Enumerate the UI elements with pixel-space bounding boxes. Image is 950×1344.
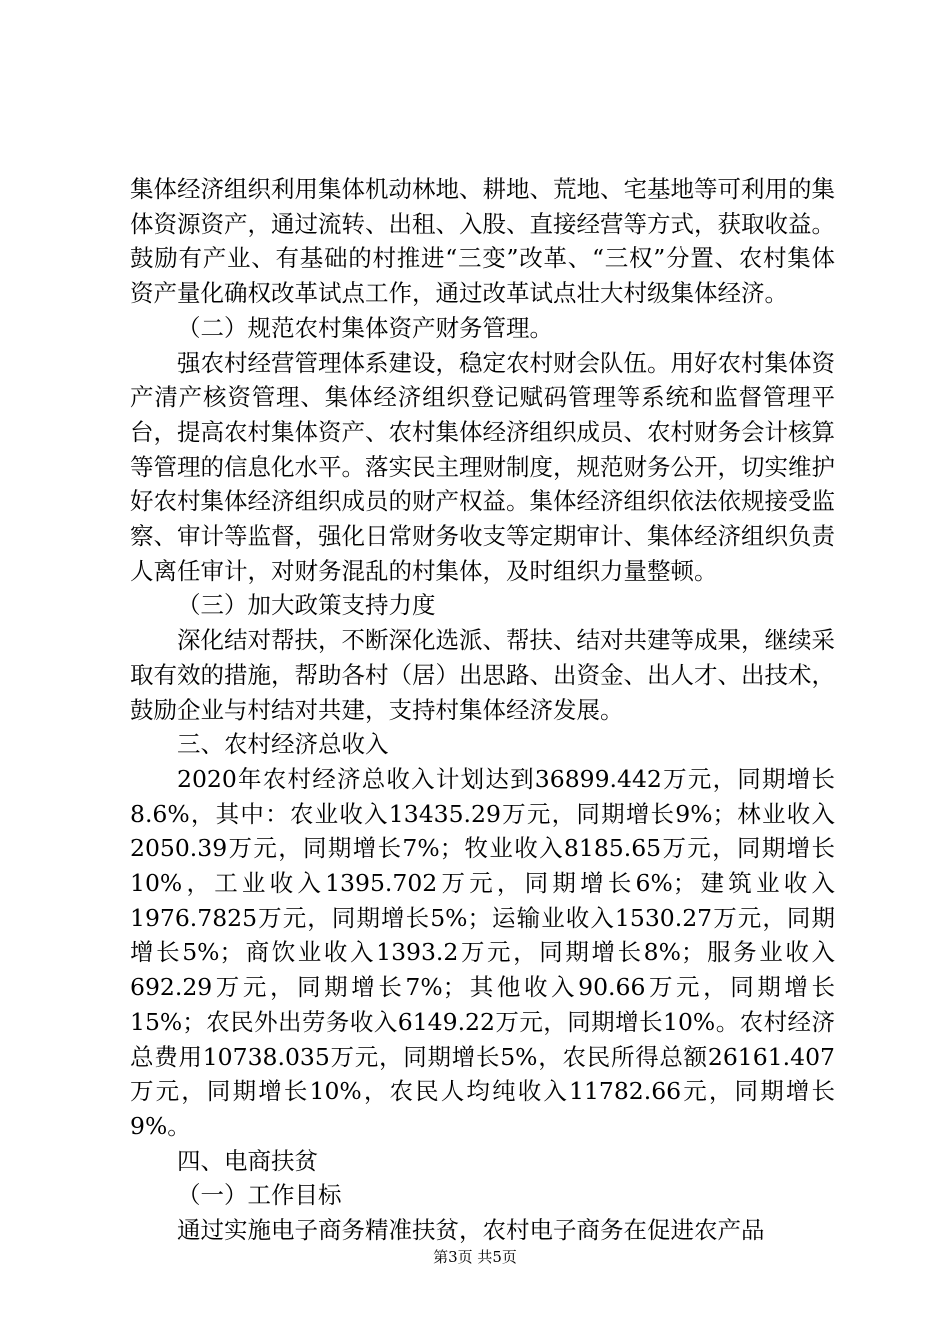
- section-heading: （一）工作目标: [177, 1181, 342, 1210]
- paragraph: 强农村经营管理体系建设，稳定农村财会队伍。用好农村集体资产清产核资管理、集体经济组织登记赋码管理等系统和监督管理平台，提高农村集体资产、农村集体经济组织成员、农村财务会计核算等管理的信息化水平。落实民主理财制度，规范财务公开，切实维护好农村集体经济组织成员的财产权益。集体经济组织依法依规接受监察、审计等监督，强化日常财务收支等定期审计、集体经济组织负责人离任审计，对财务混乱的村集体，及时组织力量整顿。: [130, 348, 835, 585]
- paragraph: 通过实施电子商务精准扶贫，农村电子商务在促进农产品: [177, 1216, 765, 1245]
- paragraph: 集体经济组织利用集体机动林地、耕地、荒地、宅基地等可利用的集体资源资产，通过流转、出租、入股、直接经营等方式，获取收益。鼓励有产业、有基础的村推进“三变”改革、“三权”分置、农村集体资产量化确权改革试点工作，通过改革试点壮大村级集体经济。: [130, 175, 835, 308]
- section-heading: （二）规范农村集体资产财务管理。: [177, 313, 553, 342]
- document-body: [130, 172, 835, 1248]
- page-footer: 第3页 共5页: [433, 1248, 517, 1266]
- section-heading: 三、农村经济总收入: [177, 730, 389, 759]
- section-heading: 四、电商扶贫: [177, 1146, 318, 1175]
- paragraph: 2020年农村经济总收入计划达到36899.442万元，同期增长8.6%，其中：农业收入13435.29万元，同期增长9%；林业收入2050.39万元，同期增长7%；牧业收入8185.65万元，同期增长10%，工业收入1395.702万元，同期增长6%；建筑业收入1976.7825万元，同期增长5%；运输业收入1530.27万元，同期增长5%；商饮业收入1393.2万元，同期增长8%；服务业收入692.29万元，同期增长7%；其他收入90.66万元，同期增长15%；农民外出劳务收入6149.22万元，同期增长10%。农村经济总费用10738.035万元，同期增长5%，农民所得总额26161.407万元，同期增长10%，农民人均纯收入11782.66元，同期增长9%。: [130, 764, 835, 1140]
- paragraph: 深化结对帮扶，不断深化选派、帮扶、结对共建等成果，继续采取有效的措施，帮助各村（居）出思路、出资金、出人才、出技术，鼓励企业与村结对共建，支持村集体经济发展。: [130, 626, 835, 724]
- section-heading: （三）加大政策支持力度: [177, 591, 436, 620]
